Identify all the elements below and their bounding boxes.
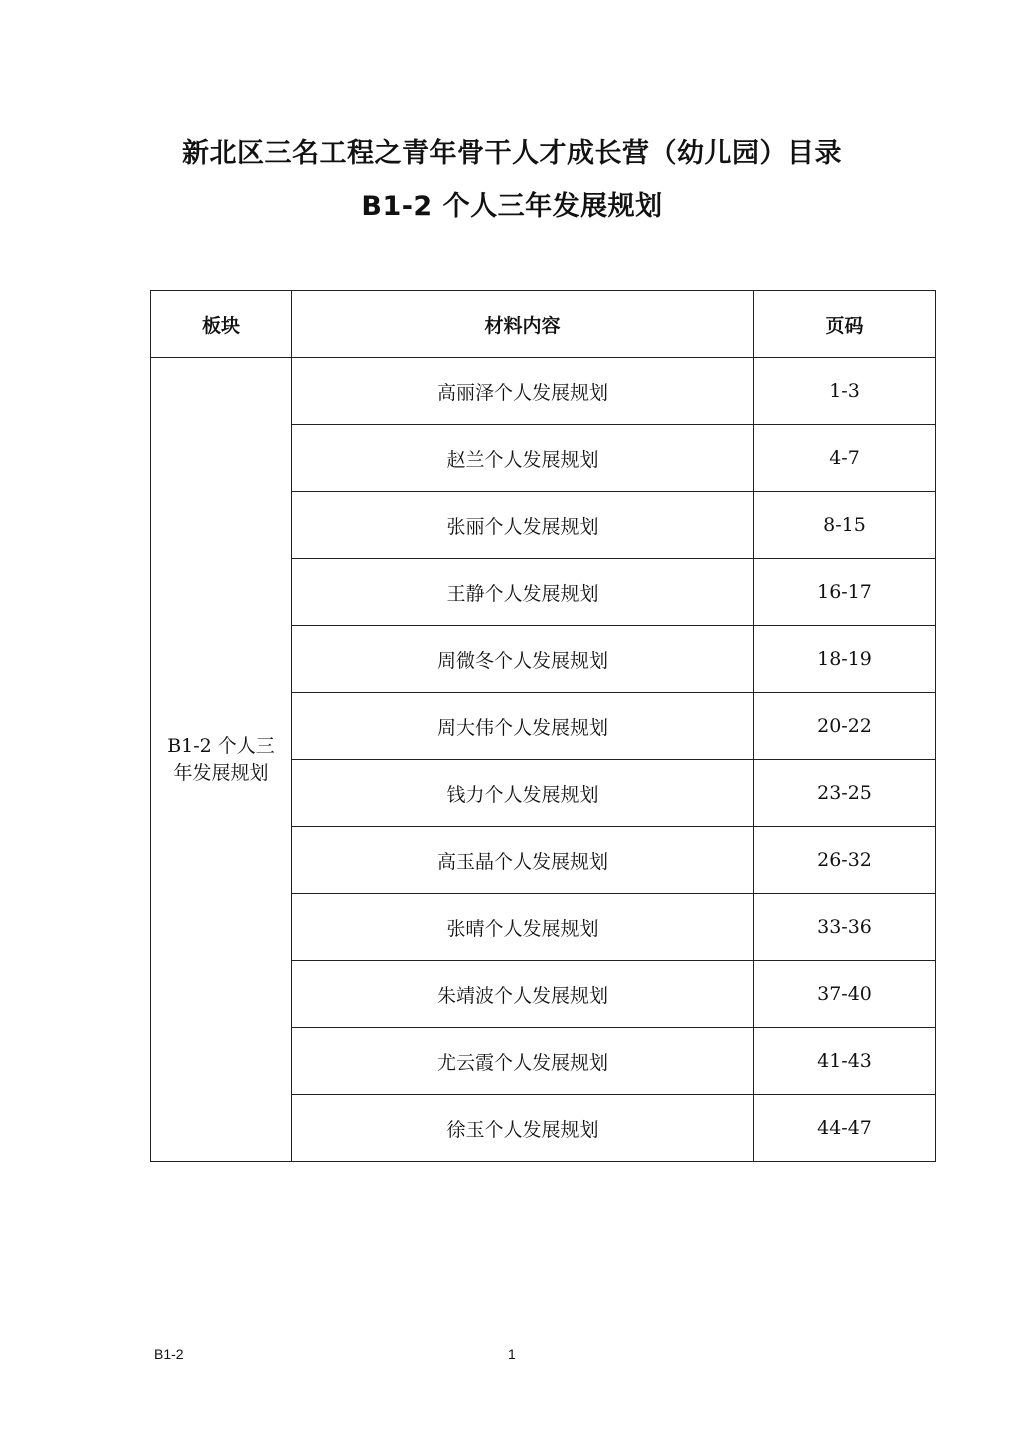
document-title: 新北区三名工程之青年骨干人才成长营（幼儿园）目录 xyxy=(182,138,842,169)
row-content: 张晴个人发展规划 xyxy=(292,894,754,961)
row-content: 高丽泽个人发展规划 xyxy=(292,358,754,425)
header-content: 材料内容 xyxy=(292,291,754,358)
table-header-row xyxy=(151,291,936,358)
row-content: 徐玉个人发展规划 xyxy=(292,1095,754,1162)
row-content: 高玉晶个人发展规划 xyxy=(292,827,754,894)
toc-table xyxy=(150,290,936,1162)
row-pages: 1-3 xyxy=(754,358,936,425)
section-label-line2: 年发展规划 xyxy=(173,761,269,784)
row-content: 钱力个人发展规划 xyxy=(292,760,754,827)
row-content: 尤云霞个人发展规划 xyxy=(292,1028,754,1095)
row-content: 朱靖波个人发展规划 xyxy=(292,961,754,1028)
row-pages: 8-15 xyxy=(754,492,936,559)
row-content: 周微冬个人发展规划 xyxy=(292,626,754,693)
row-content: 赵兰个人发展规划 xyxy=(292,425,754,492)
row-pages: 16-17 xyxy=(754,559,936,626)
header-section: 板块 xyxy=(151,291,292,358)
section-label-line1: B1-2 个人三 xyxy=(167,734,275,757)
section-label-cell xyxy=(151,358,292,1162)
row-content: 王静个人发展规划 xyxy=(292,559,754,626)
header-pages: 页码 xyxy=(754,291,936,358)
row-content: 张丽个人发展规划 xyxy=(292,492,754,559)
footer-code: B1-2 xyxy=(154,1346,184,1362)
row-pages: 18-19 xyxy=(754,626,936,693)
row-pages: 20-22 xyxy=(754,693,936,760)
row-pages: 33-36 xyxy=(754,894,936,961)
footer-page-number: 1 xyxy=(508,1346,516,1362)
row-pages: 4-7 xyxy=(754,425,936,492)
row-pages: 44-47 xyxy=(754,1095,936,1162)
table-row xyxy=(151,358,936,425)
row-content: 周大伟个人发展规划 xyxy=(292,693,754,760)
row-pages: 23-25 xyxy=(754,760,936,827)
row-pages: 26-32 xyxy=(754,827,936,894)
row-pages: 41-43 xyxy=(754,1028,936,1095)
document-subtitle: B1-2 个人三年发展规划 xyxy=(361,191,663,222)
row-pages: 37-40 xyxy=(754,961,936,1028)
